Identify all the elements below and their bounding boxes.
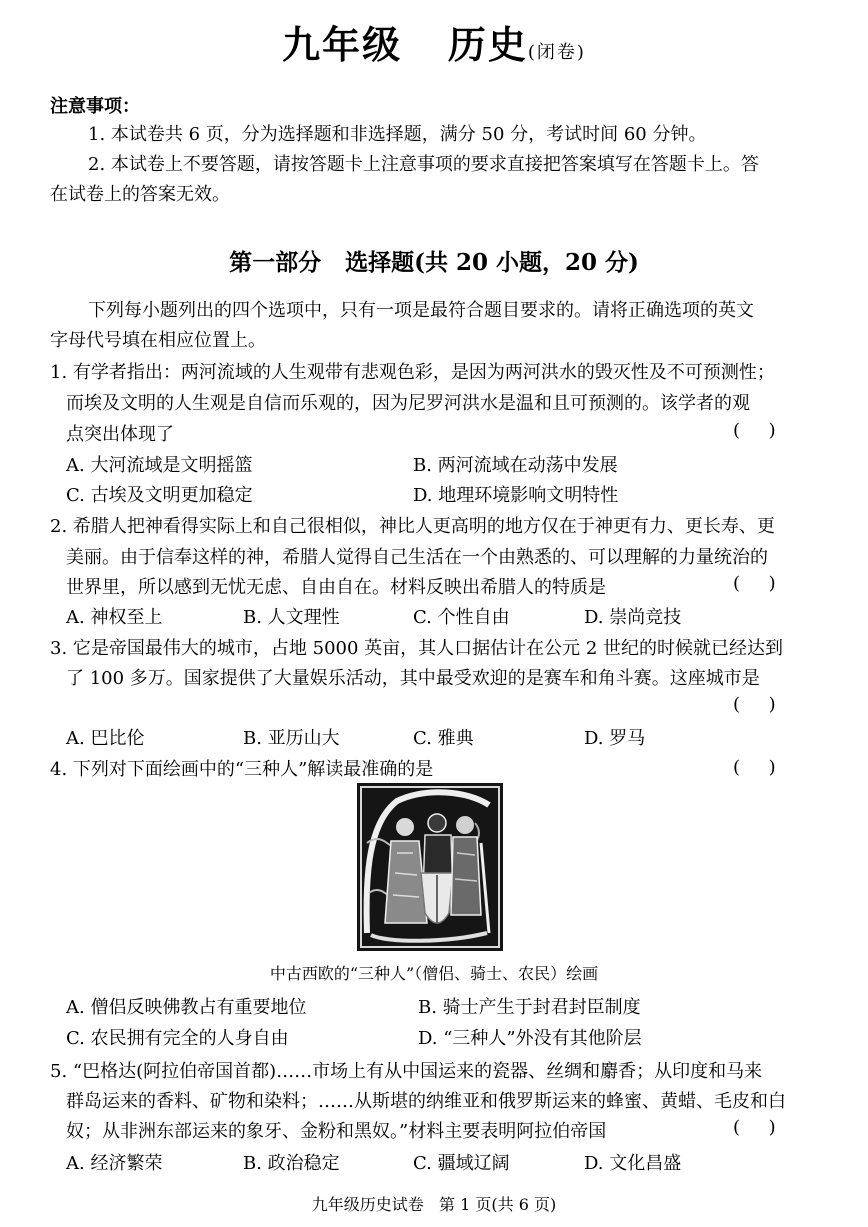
- question-2-answer-bracket: ( ): [733, 573, 776, 594]
- title-text: 九年级 历史: [282, 22, 528, 67]
- question-4-option-a: A. 僧侣反映佛教占有重要地位: [66, 997, 307, 1018]
- page-title: [0, 14, 868, 69]
- question-4-line-1: 4. 下列对下面绘画中的“三种人”解读最准确的是: [50, 759, 434, 780]
- section-instructions-line-2: 字母代号填在相应位置上。: [50, 330, 266, 351]
- question-2-line-2: 美丽。由于信奉这样的神，希腊人觉得自己生活在一个由熟悉的、可以理解的力量统治的: [66, 547, 768, 568]
- question-1-line-1: 1. 有学者指出：两河流域的人生观带有悲观色彩，是因为两河洪水的毁灭性及不可预测性；: [50, 362, 775, 383]
- section-title: 第一部分 选择题(共 20 小题，20 分): [229, 249, 639, 276]
- question-3-option-a: A. 巴比伦: [66, 728, 145, 749]
- question-3-line-1: 3. 它是帝国最伟大的城市，占地 5000 英亩，其人口据估计在公元 2 世纪的时候就已经达到: [50, 638, 784, 659]
- question-2-line-3: 世界里，所以感到无忧无虑、自由自在。材料反映出希腊人的特质是: [66, 577, 606, 598]
- question-4-option-d: D. “三种人”外没有其他阶层: [418, 1028, 642, 1049]
- question-3-option-b: B. 亚历山大: [243, 728, 340, 749]
- question-1-option-c: C. 古埃及文明更加稳定: [66, 485, 253, 506]
- question-1-line-3: 点突出体现了: [66, 424, 174, 445]
- question-2-option-a: A. 神权至上: [66, 607, 163, 628]
- question-5-line-3: 奴；从非洲东部运来的象牙、金粉和黑奴。”材料主要表明阿拉伯帝国: [66, 1121, 607, 1142]
- three-estates-painting: [357, 783, 503, 951]
- question-1-option-b: B. 两河流域在动荡中发展: [413, 455, 618, 476]
- page-footer: 九年级历史试卷 第 1 页(共 6 页): [311, 1195, 557, 1214]
- question-4-answer-bracket: ( ): [733, 757, 776, 778]
- notice-item-2-line-1: 2. 本试卷上不要答题，请按答题卡上注意事项的要求直接把答案填写在答题卡上。答: [88, 154, 759, 175]
- notice-heading: 注意事项：: [50, 96, 140, 117]
- question-1-answer-bracket: ( ): [733, 420, 776, 441]
- question-3-line-2: 了 100 多万。国家提供了大量娱乐活动，其中最受欢迎的是赛车和角斗赛。这座城市是: [66, 668, 760, 689]
- figure-caption: 中古西欧的“三种人”（僧侣、骑士、农民）绘画: [269, 964, 599, 983]
- question-3-answer-bracket: ( ): [733, 694, 776, 715]
- question-2-option-c: C. 个性自由: [413, 607, 510, 628]
- question-4-option-b: B. 骑士产生于封君封臣制度: [418, 997, 641, 1018]
- question-1-option-d: D. 地理环境影响文明特性: [413, 485, 619, 506]
- title-note: (闭卷): [527, 42, 586, 63]
- question-1-option-a: A. 大河流域是文明摇篮: [66, 455, 253, 476]
- question-1-line-2: 而埃及文明的人生观是自信而乐观的，因为尼罗河洪水是温和且可预测的。该学者的观: [66, 393, 750, 414]
- illuminated-initial-illustration: [357, 783, 503, 951]
- question-4-option-c: C. 农民拥有完全的人身自由: [66, 1028, 289, 1049]
- question-5-option-b: B. 政治稳定: [243, 1153, 340, 1174]
- question-5-option-a: A. 经济繁荣: [66, 1153, 163, 1174]
- question-5-answer-bracket: ( ): [733, 1117, 776, 1138]
- question-2-option-d: D. 崇尚竞技: [584, 607, 682, 628]
- question-5-line-1: 5. “巴格达(阿拉伯帝国首都)……市场上有从中国运来的瓷器、丝绸和麝香；从印度和马来: [50, 1061, 763, 1082]
- notice-item-2-line-2: 在试卷上的答案无效。: [50, 184, 230, 205]
- question-5-line-2: 群岛运来的香料、矿物和染料；……从斯堪的纳维亚和俄罗斯运来的蜂蜜、黄蜡、毛皮和白: [66, 1091, 786, 1112]
- question-2-option-b: B. 人文理性: [243, 607, 340, 628]
- notice-item-1: 1. 本试卷共 6 页，分为选择题和非选择题，满分 50 分，考试时间 60 分钟。: [88, 124, 707, 145]
- section-instructions-line-1: 下列每小题列出的四个选项中，只有一项是最符合题目要求的。请将正确选项的英文: [88, 300, 754, 321]
- question-3-option-c: C. 雅典: [413, 728, 474, 749]
- question-5-option-d: D. 文化昌盛: [584, 1153, 682, 1174]
- question-3-option-d: D. 罗马: [584, 728, 646, 749]
- question-5-option-c: C. 疆域辽阔: [413, 1153, 510, 1174]
- question-2-line-1: 2. 希腊人把神看得实际上和自己很相似，神比人更高明的地方仅在于神更有力、更长寿、更: [50, 516, 775, 537]
